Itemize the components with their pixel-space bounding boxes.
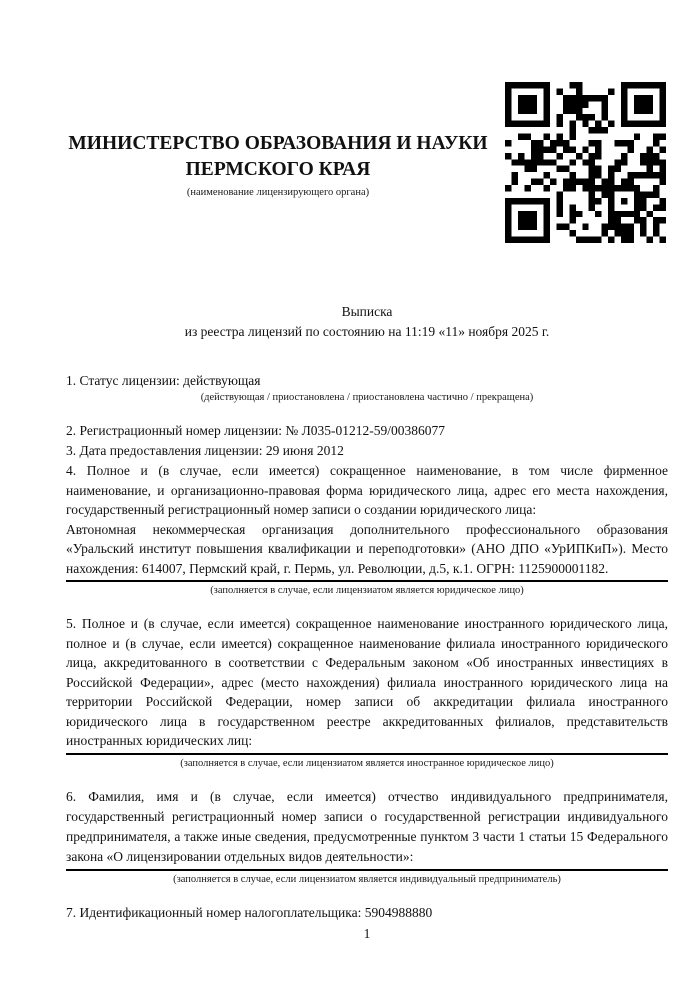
item-5-text: 5. Полное и (в случае, если имеется) сокращенное наименование иностранного юридического лица, полное и (в случае, если имеется) сокращенное наименование филиала иностранного юридического лица, аккредитованного в соответствии с Федеральным законом «Об иностранных инвестициях в Российской Федерации», адрес (место нахождения) филиала иностранного юридического лица на территории Российской Федерации, номер записи об аккредитации филиала иностранного юридического лица в государственном реестре аккредитованных филиалов, представительств иностранных юридических лиц: [66, 616, 668, 748]
item-5-caption: (заполняется в случае, если лицензиатом является иностранное юридическое лицо) [180, 757, 554, 769]
document-body [66, 371, 668, 923]
ministry-name-line1: МИНИСТЕРСТВО ОБРАЗОВАНИЯ И НАУКИ [68, 133, 488, 154]
item-4-value: Автономная некоммерческая организация дополнительного профессионального образования «Уральский институт повышения квалификации и переподготовки» (АНО ДПО «УрИПКиП»). Место нахождения: 614007, Пермский край, г. Пермь, ул. Революции, д.5, к.1. ОГРН: 1125900001182. [66, 521, 668, 576]
item-5-fill-rule [66, 753, 668, 771]
item-6-text: 6. Фамилия, имя и (в случае, если имеется) отчество индивидуального предпринимателя, государственный регистрационный номер записи о государственной регистрации индивидуального предпринимателя, а также иные сведения, предусмотренные пунктом 3 части 1 статьи 15 Федерального закона «О лицензировании отдельных видов деятельности»: [66, 788, 668, 864]
item-1-text: 1. Статус лицензии: действующая [66, 373, 261, 388]
item-4-legal-entity [66, 461, 668, 598]
page-number: 1 [363, 926, 371, 941]
licensing-authority-header [66, 131, 490, 200]
ministry-name-line2: ПЕРМСКОГО КРАЯ [185, 159, 371, 180]
document-title [66, 302, 668, 342]
item-5-foreign-entity [66, 614, 668, 771]
item-6-individual-entrepreneur [66, 787, 668, 887]
item-2-registration-number: 2. Регистрационный номер лицензии: № Л035-01212-59/00386077 [66, 423, 446, 438]
document-title-line1: Выписка [341, 304, 393, 319]
document-title-line2: из реестра лицензий по состоянию на 11:19 «11» ноября 2025 г. [184, 324, 550, 339]
item-4-text: 4. Полное и (в случае, если имеется) сокращенное наименование, в том числе фирменное наименование, и организационно-правовая форма юридического лица, адрес его места нахождения, государственный регистрационный номер записи о создании юридического лица: [66, 463, 668, 517]
item-4-caption: (заполняется в случае, если лицензиатом является юридическое лицо) [210, 585, 524, 596]
authority-caption: (наименование лицензирующего органа) [186, 187, 370, 198]
item-1-caption: (действующая / приостановлена / приостановлена частично / прекращена) [200, 392, 534, 403]
item-4-fill-rule [66, 580, 668, 598]
item-7-taxpayer-number: 7. Идентификационный номер налогоплательщика: 5904988880 [66, 904, 433, 920]
item-3-grant-date: 3. Дата предоставления лицензии: 29 июня 2012 [66, 443, 344, 458]
item-6-fill-rule [66, 869, 668, 887]
item-6-caption: (заполняется в случае, если лицензиатом является индивидуальный предприниматель) [173, 873, 561, 885]
qr-code [505, 82, 666, 243]
item-1-license-status [66, 371, 668, 405]
